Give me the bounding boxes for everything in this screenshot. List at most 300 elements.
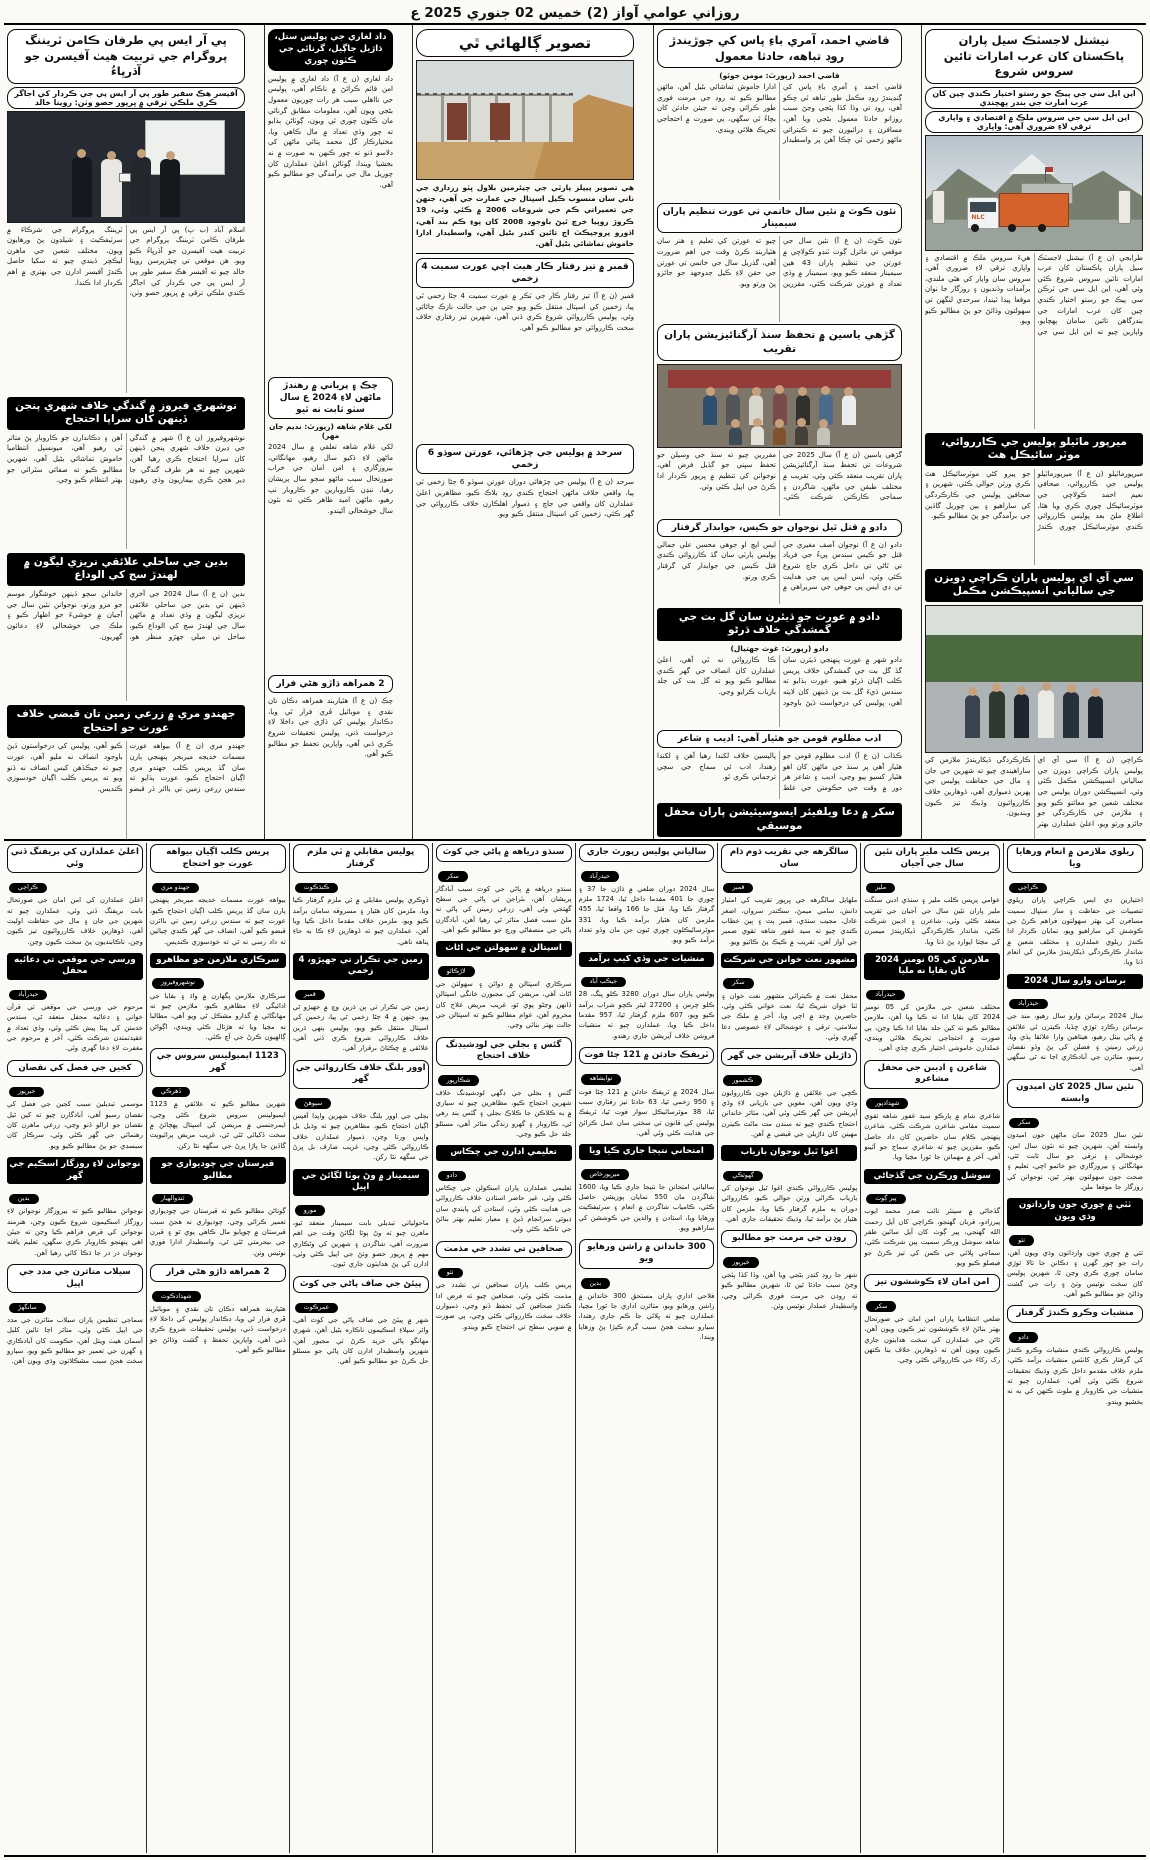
bottom-column (1003, 843, 1146, 1853)
news-brief-headline: امتحاني نتيجا جاري ڪيا ويا (579, 1144, 715, 1160)
news-brief-item (7, 953, 143, 1054)
dateline-pill: ميرپورخاص (581, 1169, 629, 1180)
bottom-column (289, 843, 432, 1853)
news-brief-body: فلاحي اداري پاران مستحق 300 خاندانن ۾ راشن ورهايو ويو، متاثرن اداري جا ٿورا مڃيا، عملدارن چيو ته ڀلائي جا ڪم جاري رهندا، سيارو سخت هجڻ سبب گرم ڪپڙا پڻ ورهايا ويندا. (578, 1291, 715, 1341)
article-headline: قاضي احمد، آمري باءِ پاس کي جوڙيندڙ روڊ تباهه، حادثا معمول (657, 29, 902, 68)
news-brief-body: ڳوٺاڻن مطالبو ڪيو ته قبرستان جي چوديواري تعمير ڪرائي وڃي، چوديواري نه هجڻ سبب قبرستان ۾ چوپايو مال ڪاهي پوي ٿو ۽ قبرن جي بيحرمتي ٿئي ٿي، واسطيدار ادارا فوري نوٽيس وٺن. (149, 1207, 286, 1257)
news-brief-item (436, 1145, 572, 1234)
article-subheadline: اين ايل سي جي پيڪ جو رستو اختيار ڪندي چين کان عرب امارت جي بندر پهچندي (925, 87, 1143, 109)
dateline-pill: ڪنڌڪوٽ (295, 883, 338, 894)
news-brief-headline: اغوا ٿيل نوجوان بازياب (721, 1145, 857, 1161)
news-brief-body: نئين سال 2025 سان ماڻهن جون اميدون وابسته آهن، شهرين چيو ته نئون سال امن، خوشحالي ۽ ترقي جو سال ثابت ٿئي، مهانگائي ۽ بيروزگاري جو خاتمو اچي، تعليم ۽ صحت جون سهولتون بهتر ٿين، نوجوانن کي روزگار جا موقعا ملن. (1007, 1131, 1143, 1192)
byline-row (295, 981, 427, 1000)
news-brief-body: سماجي تنظيمن پاران سيلاب متاثرن جي مدد جي اپيل ڪئي وئي، متاثر اڃا تائين کليل آسمان هيٺ ويٺل آهن، حڪومت کان آبادڪاري ۽ گهرن جي تعمير جو مطالبو ڪيو ويو، سيارو سخت هجڻ سبب مشڪلاتون وڌي ويون آهن. (7, 1316, 143, 1366)
byline-row (438, 1067, 570, 1086)
article-headline-reverse: سي آي اي پوليس پاران ڪراچي ڊويزن جي سالياني انسپيڪشن مڪمل (925, 569, 1143, 602)
dateline-pill: قمبر (295, 990, 325, 1001)
byline-row (152, 969, 284, 988)
news-brief-headline: سرڪاري ملازمن جو مظاهرو (150, 953, 286, 969)
news-brief-headline: ورسي جي موقعي تي دعائيه محفل (7, 953, 143, 980)
news-brief-headline: 1123 ايمبولينس سروس جي گهر (150, 1048, 286, 1077)
nlc-truck-photo (925, 135, 1143, 251)
person-figure (1038, 690, 1054, 738)
dateline-pill: ڏهرڪي (152, 1087, 190, 1098)
news-brief-headline: گئس ۽ بجلي جي لوڊشيڊنگ خلاف احتجاج (436, 1037, 572, 1066)
news-brief-item (721, 1145, 857, 1224)
byline-row (723, 1162, 855, 1181)
news-brief-body: هٿياربند همراهه دڪان تان نقدي ۽ موبائيل ڦري فرار ٿي ويا، دڪاندار پوليس کي داخلا لاءِ درخواست ڏني، پوليس تحقيقات شروع ڪري ڏني آهي، واپارين تحفظ ۽ گشت وڌائڻ جو مطالبو ڪيو آهي. (149, 1304, 286, 1354)
news-brief-item (7, 844, 143, 947)
dateline-pill: سکر (1009, 1118, 1039, 1129)
news-brief-headline: سيلاب متاثرن جي مدد جي اپيل (7, 1264, 143, 1293)
news-brief-headline: اسپتالن ۾ سهولتن جي اڻاٺ (436, 941, 572, 957)
article-body: ڪڏاب (ن ع آ) ادب مظلوم قومن جو هٿيار آهي پر سنڌ جي ماڻهن کان اهو هٿيار کسيو پيو وڃي، اديب ۽ شاعر هر دور ۾ وقت جي حڪومتن جي غلط پاليسين خلاف لکندا رهيا آهن ۽ لکندا رهندا، ادب ئي سماج جي سچي ترجماني ڪري ٿو. (657, 752, 902, 793)
barbed-wire-shape (417, 93, 573, 95)
news-brief-body: نوجوانن مطالبو ڪيو ته بيروزگار نوجوانن لاءِ روزگار اسڪيمون شروع ڪيون وڃن، هنرمند نوجوانن کي قرض فراهم ڪيا وڃن ته جيئن اهي پنهنجو ڪاروبار ڪري سگهن، تعليم يافته نوجوان در در جا ڌڪا کائي رهيا آهن. (7, 1207, 143, 1257)
byline-row (9, 1185, 141, 1204)
dateline-pill: حيدرآباد (581, 871, 619, 882)
article-body: ڪراچي (ن ع آ) سي آي اي پوليس پاران ڪراچي ڊويزن جي سالياني انسپيڪشن مڪمل ڪئي وئي، انسپيڪشن دوران پوليس جي مختلف شعبن جو معائنو ڪيو ويو ۽ ملازمن جي ڪارڪردگي جو جائزو ورتو ويو، اعليٰ عملدارن بهتر ڪارڪردگي ڏيکاريندڙ ملازمن کي ساراهيندي چيو ته شهرين جي جان ۽ مال جي حفاظت پوليس جي پهرين ذميواري آهي، ڏوهارين خلاف ڪارروائيون وڌيڪ تيز ڪيون وينديون. (925, 756, 1143, 828)
person-figure (989, 691, 1005, 738)
masthead-dateline (4, 2, 1146, 23)
article-body: دادو شهر ۾ عورت پنهنجي ڌيئرن سان گڏ گل بت جي گمشدگي خلاف پريس ڪلب اڳيان ڌرڻو هنيو، عورت ٻڌايو ته سندس ڌيءَ گل بت ٻن ڏينهن کان لاپته آهي، پوليس کي درخواست ڏيڻ باوجود ڪا ڪارروائي نه ٿي آهي، اعليٰ عملدارن کان انصاف جي گهر ڪندي مطالبو ڪيو ويو ته گل بت کي جلد بازياب ڪرايو وڃي. (657, 656, 902, 707)
award-ceremony-photo (7, 111, 245, 223)
article-headline: گڙهي ياسين ۾ تحفظ سنڌ آرگنائيزيشن پاران تقريب (657, 324, 902, 360)
news-brief-body: پوليس ڪارروائي ڪندي اغوا ٿيل نوجوان کي بازياب ڪرائي ورثن حوالي ڪيو، ڪارروائي دوران ٻه ملزم گرفتار ڪيا ويا، ملزمن کان هٿيار پڻ برآمد ٿيا، وڌيڪ تحقيقات جاري آهي. (721, 1184, 858, 1224)
news-brief-body: مرحوم جي ورسي جي موقعي تي قرآن خواني ۽ دعائيه محفل منعقد ٿي، سندس خدمتن کي ڀيٽا پيش ڪئي وئي، وڏي تعداد ۾ عقيدتمندن شرڪت ڪئي، آخر ۾ مرحوم جي مغفرت لاءِ دعا گهري وئي. (7, 1003, 143, 1053)
article-body: گڙهي ياسين (ن ع آ) سال 2025 جي شروعات تي تحفظ سنڌ آرگنائيزيشن پاران تقريب منعقد ڪئي وئي، تقريب ۾ مختلف طبقن جي ماڻهن، شاگردن ۽ سماجي ڪارڪنن شرڪت ڪئي، مقررين چيو ته سنڌ جي وسيلن جو تحفظ سڀني جو گڏيل فرض آهي، نوجوانن کي تنظيم ۾ ڀرپور ڪردار ادا ڪرڻ جي اپيل ڪئي وئي. (657, 450, 902, 502)
award-plaque-shape (119, 173, 131, 182)
dateline-pill: ٺٽو (438, 1268, 463, 1279)
news-brief-headline: تعليمي ادارن جي چڪاس (436, 1145, 572, 1161)
news-brief-body: پوليس پاران سال دوران 3280 ڪلو ڀنگ، 28 ڪلو چرس ۽ 27200 ليٽر ڪچو شراب برآمد ڪيو ويو، 607 ملزم گرفتار ٿيا، 957 مقدما داخل ڪيا ويا، عملدارن چيو ته منشيات فروشن خلاف آپريشن جاري رهندو. (578, 990, 715, 1040)
news-brief-body: ملهايل سالگرهه جي ڀرپور تقريب کي امتياز دانش، سامي ميمڻ، سڪندر سروان، اصغر عادل، مجيب سنڌي، قمبر ٻٽ ۽ ٻين خطاب ڪندي چيو ته سيد غفور شاهه تقوي ضمير جي آواز آهن، تقريب ۾ ڪيڪ پڻ ڪاٽيو ويو. (721, 896, 858, 946)
award-group (8, 157, 244, 217)
dateline-pill: بدين (9, 1194, 39, 1205)
person-figure (751, 426, 764, 445)
article-body: داد لغاري (ن ع آ) داد لغاري ۾ پوليس امن قائم ڪرائڻ ۾ ناڪام آهي، پوليس جي نااهلي سبب هر رات چوريون معمول بڻجي ويون آهن، معلومات مطابق گرنائي مان ڪٽون چوري ٿي ويون، ڳوٺاڻن ٻڌايو ته چور وڏي تعداد ۾ مال ڪاهي ويا، مختيارڪار گل محمد پتائي ماڻهن کي دلاسو ڏنو ته چور ڪنهن به صورت ۾ نه بخشيا ويندا، ڳوٺاڻن اعليٰ عملدارن کان چوريل مال جي برآمدگي جو مطالبو ڪيو آهي. (268, 74, 393, 189)
news-brief-item (293, 844, 429, 947)
person-figure (703, 395, 717, 425)
news-brief-headline: منشيات جي وڏي کيپ برآمد (579, 952, 715, 968)
dateline-pill: جيڪب آباد (581, 977, 627, 988)
column-group-3 (412, 25, 637, 839)
news-brief-item (1007, 1079, 1143, 1192)
walking-group (926, 690, 1142, 738)
dateline-pill: خيرپور (723, 1257, 758, 1268)
article-body: نوشهروفيروز (ن ع آ) شهر ۾ گندگي جي ڍيرن خلاف شهري پنجن ڏينهن کان سراپا احتجاج ڪري رهيا آهن، شهرين چيو ته هر طرف گندگي جا ڍير هجڻ ڪري بيماريون وڌي رهيون آهن ۽ دڪاندارن جو ڪاروبار پڻ متاثر ٿي رهيو آهي، ميونسپل انتظاميا خاموش تماشائي بڻيل آهي، شهرين مطالبو ڪيو ته صفائي سٿرائي جو بهتر انتظام ڪيو وڃي. (7, 433, 245, 485)
news-brief-item (293, 953, 429, 1054)
news-brief-item (1007, 1305, 1143, 1407)
article-headline: 2 همراهه ڌاڙو هڻي فرار (268, 675, 393, 693)
news-brief-headline: کجين جي فصل کي نقصان (7, 1060, 143, 1078)
article-headline: نئون ڪوٽ ۾ نئين سال خاتمي تي عورت تنظيم پاران سيمينار (657, 203, 902, 233)
news-brief-body: سرڪاري ملازمن پگهارن ۾ واڌ ۽ بقايا جي ادائيگي لاءِ مظاهرو ڪيو، ملازمن چيو ته مهانگائي ۾ گذارو مشڪل ٿي ويو آهي، مطالبا نه مڃيا ويا ته هڙتال ڪئي ويندي، اڳواڻن ڳالهيون ڪرڻ جي آڇ ڪئي. (149, 991, 286, 1041)
byline-row (866, 981, 998, 1000)
byline-row (438, 1259, 570, 1278)
byline-row (438, 958, 570, 977)
news-brief-body: گئس ۽ بجلي جي ڊگهي لوڊشيڊنگ خلاف شهرين احتجاج ڪيو، مظاهرين چيو ته سياري ۾ به ڪلاڪن جا ڪلاڪ بجلي ۽ گئس بند رهي ٿي، ڪاروبار ۽ گهرو زندگي متاثر آهي، مسئلو جلد حل ڪيو وڃي. (435, 1088, 572, 1139)
news-brief-item (1007, 844, 1143, 968)
news-brief-item (579, 952, 715, 1041)
news-brief-headline: ٺٽي ۾ چوري جون وارداتون وڌي ويون (1007, 1198, 1143, 1225)
byline-row (866, 1293, 998, 1312)
article-body: چڪ (ن ع آ) هٿياربند همراهه دڪان تان نقدي ۽ موبائيل ڦري فرار ٿي ويا، دڪاندار پوليس کي ڌاڙي جي داخلا لاءِ درخواست ڏني، پوليس تحقيقات شروع ڪري ڏني آهي، واپارين تحفظ جو مطالبو ڪيو آهي. (268, 697, 393, 759)
news-brief-headline: سالياني پوليس رپورٽ جاري (579, 844, 715, 862)
news-brief-item (579, 1144, 715, 1233)
article-headline: ادب مظلوم قومن جو هٿيار آهي: اديب ۽ شاعر (657, 730, 902, 748)
dateline-pill: ٺٽو (1009, 1235, 1034, 1246)
article-body: قاضي احمد ۽ آمري باءِ پاس کي ڳنڍيندڙ روڊ مڪمل طور تباهه ٿي چڪو آهي، روڊ تي وڏا کڏا پئجي وڃڻ سبب روزانو حادثا معمول بڻجي ويا آهن، مسافرن ۽ ڊرائيورن چيو ته ڪيترائي ماڻهو زخمي ٿي چڪا آهن پر واسطيدار ادارا خاموش تماشائي بڻيل آهن، ماڻهن مطالبو ڪيو ته روڊ جي مرمت فوري طور ڪرائي وڃي ته جيئن حادثن کان بچاءُ ٿي سگهي، ٻي صورت ۾ احتجاجي تحريڪ هلائي ويندي. (657, 83, 902, 145)
tree-band-shape (926, 635, 1142, 685)
news-brief-item (293, 1169, 429, 1270)
picture-story-header: تصوير ڳالهائي ٿي (416, 29, 634, 57)
news-brief-item (864, 1169, 1000, 1269)
byline-row (723, 1067, 855, 1086)
article-byline: لکي غلام شاهه (رپورٽ: نديم جان مهر) (269, 422, 392, 441)
byline-row (581, 1161, 713, 1180)
dateline-pill: پير ڳوٺ (866, 1194, 905, 1205)
dateline-pill: شهدادپور (866, 1098, 908, 1109)
news-brief-headline: پريس ڪلب اڳيان بيواهه عورت جو احتجاج (150, 844, 286, 873)
bottom-column (146, 843, 289, 1853)
news-brief-item (150, 844, 286, 947)
footer-rule (4, 1855, 1146, 1857)
news-brief-item (150, 1264, 286, 1355)
news-brief-body: شهرين مطالبو ڪيو ته علائقي ۾ 1123 ايمبولينس سروس شروع ڪئي وڃي، ايمرجنسي ۾ مريضن کي اسپتال پهچائڻ ۾ سخت ڏکيائي ٿئي ٿي، غريب مريض پرائيويٽ گاڏين جا ڀاڙا ڀرڻ جي سگهه نٿا رکن. (149, 1100, 286, 1150)
byline-row (581, 863, 713, 882)
dateline-pill: بدين (581, 1278, 611, 1289)
ceremony-group-photo (657, 364, 902, 448)
person-figure (795, 426, 808, 445)
person-figure (965, 695, 980, 738)
news-brief-item (1007, 974, 1143, 1074)
divider-rule (416, 253, 634, 254)
byline-row (295, 1090, 427, 1109)
news-brief-headline: پريس ڪلب ملير پاران نئين سال جي آجيان (864, 844, 1000, 873)
dateline-pill: حيدرآباد (866, 990, 904, 1001)
dateline-pill: حيدرآباد (9, 990, 47, 1001)
column-group-4 (264, 25, 396, 839)
news-brief-body: سنڌو درياهه ۾ پاڻي جي کوٽ سبب آبادگار پريشان آهن، بئراجن تي پاڻي جي سطح گهٽجي وئي آهي، زرعي زمينن کي پاڻي نه ملڻ سبب فصل متاثر ٿي رهيا آهن، آبادگارن پاڻي جي منصفاڻي ورڇ جو مطالبو ڪيو آهي. (435, 884, 572, 934)
dateline-pill: دادو (438, 1171, 466, 1182)
gate-pillar-right (1118, 190, 1131, 224)
masthead-title: روزاني عوامي آواز (2) خميس 02 جنوري 2025 ع (410, 5, 740, 21)
truck-windshield-shape (970, 202, 996, 212)
article-body: بدين (ن ع آ) سال 2024 جي آخري ڏينهن تي بدين جي ساحلي علائقي نريزي ليگون ۾ وڏي تعداد ۾ ماڻهن سال جي لهندڙ سج کي الوداع ڪيو، ساحل تي ميلي جهڙو منظر هو، خاندانن سڄو ڏينهن خوشگوار موسم جو مزو ورتو، نوجوانن نئين سال جي آجيان ۾ خوشيءَ جو اظهار ڪيو ۽ ملڪ جي خوشحالي لاءِ دعائون گهريون. (7, 590, 245, 641)
article-byline: قاضي احمد (رپورٽ: مومن جوٽو) (719, 71, 840, 81)
byline-row (152, 1078, 284, 1097)
news-brief-headline: ٽريفڪ حادثن ۾ 121 ڄڻا فوت (579, 1047, 715, 1065)
news-brief-item (579, 844, 715, 946)
news-brief-item (864, 953, 1000, 1054)
byline-row (438, 1162, 570, 1181)
dateline-pill: ڪراچي (1009, 883, 1047, 894)
gate-pillar-left (932, 190, 945, 224)
photo-caption: هي تصوير پيپلز پارٽي جي چيئرمين بلاول ڀٽو زرداري جي ناني سان منسوب ڪيل اسپتال جي عمارت جي آهي، جنهن جي تعميراتي ڪم جي شروعات 2006 ۾ ڪئي وئي، 19 ڪروڙ روپيا خرچ ٿيڻ باوجود 2008 کان پوءِ ڪم بند آهي، اڌورو پروجيڪٽ اڄ تائين کنڊر بڻيل آهي، واسطيدار ادارا خاموش تماشائي بڻيل آهن. (416, 183, 634, 248)
dateline-pill: جهندو مري (152, 883, 199, 894)
dateline-pill: ڪشمور (723, 1075, 762, 1086)
news-brief-body: ڏوڪري پوليس مقابلي ۾ ٽي ملزم گرفتار ڪيا ويا، ملزمن کان هٿيار ۽ مسروقه سامان برآمد ڪيو ويو، ملزمن خلاف مقدما داخل ڪيا ويا آهن، عملدارن چيو ته ڏوهارين لاءِ ڪا به جاءِ پناهه ناهي. (292, 896, 429, 946)
article-body: طرابجي (ن ع آ) نيشنل لاجسٽڪ سيل پاران پاڪستان کان عرب امارات تائين سروس شروع ڪئي وئي آهي، اين ايل سي جي ٽرڪن سي پيڪ جو رستو اختيار ڪندي چين کان عرب امارات جي بندرگاهن تائين سامان پهچايو، واپارين چيو ته اين ايل سي جي هيءَ سروس ملڪ ۾ اقتصادي ۽ واپاري ترقي لاءِ ضروري آهي، سروس سان واپار کي هٿي ملندي، برآمدات وڌنديون ۽ روزگار جا نوان موقعا پيدا ٿيندا، سرحدي لنگهن تي سهولتون وڌائڻ جو پڻ مطالبو ڪيو ويو. (925, 253, 1143, 336)
byline-row (9, 1078, 141, 1097)
byline-row (9, 981, 141, 1000)
police-inspection-photo (925, 605, 1143, 753)
byline-row (152, 874, 284, 893)
news-brief-headline: صحافين تي تشدد جي مذمت (436, 1241, 572, 1259)
bottom-column (432, 843, 575, 1853)
article-body: جهندو مري (ن ع آ) بيواهه عورت مسمات خديجه ميربحر پنهنجي ٻارن سان گڏ پريس ڪلب جهندو مري اڳيان احتجاج ڪيو، عورت ٻڌايو ته سندس زرعي زمين تي بااثر ڌر قبضو ڪيو آهي، پوليس کي درخواستون ڏيڻ باوجود انصاف نه مليو آهي، عورت چيو ته جيڪڏهن کيس انصاف نه ڏنو ويو ته پريس ڪلب اڳيان خودسوزي ڪنديس. (7, 742, 245, 793)
article-headline-reverse: نوشهري فيروز ۾ گندگي خلاف شهري پنجن ڏينهن کان سراپا احتجاج (7, 397, 245, 430)
byline-row (438, 863, 570, 882)
news-brief-item (579, 1239, 715, 1342)
news-brief-headline: 2 همراهه ڌاڙو هڻي فرار (150, 1264, 286, 1282)
news-brief-body: زمين جي تڪرار تي ٻن ڌرين وچ ۾ جهيڙو ٿي پيو، جنهن ۾ 4 ڄڻا زخمي ٿي پيا، زخمين کي اسپتال منتقل ڪيو ويو، پوليس ٻنهي ڌرين خلاف ڪارروائي شروع ڪري ڏني آهي، علائقي ۾ ڇڪتاڻ برقرار آهي. (292, 1003, 429, 1053)
dateline-pill: سانگهڙ (9, 1303, 46, 1314)
article-headline: سرحد ۾ پوليس جي چڙهائي، عورتن سوڌو 6 زخمي (416, 444, 634, 474)
person-figure (729, 427, 742, 445)
news-brief-item (436, 1241, 572, 1332)
news-brief-headline: شاعرن ۽ اديبن جي محفل مشاعرو (864, 1060, 1000, 1089)
news-brief-item (7, 1264, 143, 1367)
bottom-column (4, 843, 146, 1853)
dateline-pill: حيدرآباد (1009, 999, 1047, 1010)
news-brief-body: شاعري شام ۾ پارڪو سيد غفور شاهه تقوي سميت مقامي شاعرن شرڪت ڪئي، شاعرن پنهنجي ڪلام سان حاضرين کان داد حاصل ڪيو، مقررين چيو ته شاعري سماج جو آئينو آهي، آخر ۾ مهمانن جا ٿورا مڃيا ويا. (864, 1111, 1001, 1162)
dateline-pill: دادو (1009, 1332, 1037, 1343)
news-brief-headline: برساتن وارو سال 2024 (1007, 974, 1143, 990)
dateline-pill: شڪارپور (438, 1075, 480, 1086)
byline-row (295, 1197, 427, 1216)
news-brief-body: اعليٰ عملدارن کي امن امان جي صورتحال بابت بريفنگ ڏني وئي، عملدارن چيو ته شهرين جي جان ۽ مال جي حفاظت اوليت آهي، ڏوهارين خلاف ڪارروائيون تيز ڪيون وڃن، ناڪابنديون پڻ سخت ڪيون وڃن. (7, 896, 143, 946)
person-figure (160, 159, 180, 217)
news-brief-headline: اوور بلنگ خلاف ڪارروائي جي گهر (293, 1060, 429, 1089)
article-headline-reverse: ميرپور ماٿيلو پوليس جي ڪارروائي، موٽر سائيڪل هٿ (925, 433, 1143, 466)
news-brief-headline: ڌاڙيلن خلاف آپريشن جي گهر (721, 1048, 857, 1066)
byline-row (723, 874, 855, 893)
front-row-group (658, 426, 901, 445)
news-brief-headline: مشهور نعت خوانن جي شرڪت (721, 953, 857, 969)
column-group-2 (653, 25, 905, 839)
door-shape (490, 103, 509, 141)
bottom-column (575, 843, 718, 1853)
top-section (4, 23, 1146, 841)
person-figure (1063, 692, 1079, 738)
byline-row (1009, 1109, 1141, 1128)
article-body: دادو (ن ع آ) نوجوان آصف مغيري جي قتل جو ڪيس سندس پيءُ جي فرياد تي ٿاڻي تي داخل ڪري جاچ شروع ڪئي وئي، ايس ايس پي جي هدايت تي ڊي ايس پي جوهي جي سربراهي ۾ ايس ايچ او جوهي محسن علي جمالي پوليس پارٽي سان گڏ ڪارروائي ڪندي قتل ڪيس جي جوابدار کي گرفتار ڪري ورتو. (657, 540, 902, 592)
article-headline: دادو ۾ قتل ٿيل نوجوان جو ڪيس، جوابدار گرفتار (657, 519, 902, 537)
dateline-pill: ملير (866, 883, 895, 894)
person-figure (1014, 694, 1029, 738)
flag-shape (1046, 167, 1053, 172)
dateline-pill: شهدادڪوٽ (152, 1291, 201, 1302)
news-brief-headline: سوشل ورڪرن جي گڏجاڻي (864, 1169, 1000, 1185)
article-headline-reverse: دادو ۾ عورت جو ڌيئرن سان گل بت جي گمشدگي خلاف ڌرڻو (657, 608, 902, 641)
dateline-pill: سکر (438, 871, 468, 882)
news-brief-headline: سنڌو درياهه ۾ پاڻي جي کوٽ (436, 844, 572, 862)
news-brief-item (436, 1037, 572, 1140)
bottom-column (717, 843, 860, 1853)
news-brief-body: ضلعي انتظاميا پاران امن امان جي صورتحال بهتر بنائڻ لاءِ ڪوششون تيز ڪيون ويون آهن، ٿاڻن جي عملدارن کي سخت هدايتون جاري ڪيون ويون آهن ته ڏوهارين خلاف بنا ڪنهن رک رکاءَ جي ڪارروائي ڪئي وڃي. (864, 1314, 1001, 1365)
news-brief-body: سال 2024 دوران ضلعي ۾ ڌاڙن جا 37 ۽ چوري جا 401 مقدما داخل ٿيا، 1724 ملزم گرفتار ڪيا ويا، قتل جا 166 واقعا ٿيا، 455 ملزمن کان هٿيار برآمد ڪيا ويا، 331 موٽرسائيڪلون چوري ٿيون جن مان وڏو تعداد برآمد ڪيو ويو. (578, 884, 715, 945)
news-brief-body: اختيارين ڊي ايس ڪراچي پاران ريلوي تنصيبات جي حفاظت ۽ سار سنڀال سميت مسافرن کي بهتر سهولتون فراهم ڪرڻ جي ڪوشش کي ساراهيو ويو، نمايان ڪردار ادا ڪندڙ ريلوي عملدارن ۽ مختلف شعبن ۾ شاندار ڪارڪردگي ڏيکاريندڙ ملازمن کي انعام ڏنا ويا. (1007, 896, 1143, 967)
article-body: قمبر (ن ع آ) تيز رفتار ڪار جي ٽڪر ۾ عورت سميت 4 ڄڻا زخمي ٿي پيا، زخمين کي اسپتال منتقل ڪيو ويو جتي ٻن جي حالت نازڪ ڄاڻائي وئي، پوليس ڪارروائي شروع ڪري ڏني آهي، شهرين تيز رفتاري خلاف سخت ڪارروائي جو مطالبو ڪيو آهي. (416, 292, 634, 333)
article-headline-reverse: داد لغاري جي پوليس ستل، ڌاڙيل جاڳيل، گرنائي جي ڪٽون چوري (268, 29, 393, 71)
column-group-5 (4, 25, 248, 839)
article-headline: چڪ ۽ پرياني ۾ رهندڙ ماڻهن لاءِ 2024 ع سال سٺو ثابت نه ٿيو (268, 377, 393, 419)
article-headline: پي آر ايس پي طرفان ڪامن ٽريننگ پروگرام جي تربيت هيٺ آفيسرن جو آڌرڀاءُ (7, 29, 245, 84)
byline-row (295, 1294, 427, 1313)
person-figure (101, 159, 122, 217)
article-subheadline: آفيسر هڪ سفير طور پي آر ايس پي جي ڪردار کي اجاگر ڪري ملڪي ترقي ۾ ڀرپور حصو وٺن: روينا خالد (7, 87, 245, 109)
person-figure (817, 427, 830, 445)
byline-row (9, 1294, 141, 1313)
news-brief-headline: منشيات وڪرو ڪندڙ گرفتار (1007, 1305, 1143, 1323)
news-brief-item (864, 1060, 1000, 1163)
byline-row (581, 1270, 713, 1289)
news-brief-headline: روڊن جي مرمت جو مطالبو (721, 1230, 857, 1248)
article-body: اسلام آباد (ب پ) پي آر ايس پي طرفان ڪامن ٽريننگ پروگرام جي تربيت هيٺ آفيسرن جو آڌرڀاءُ ڪيو ويو، هن موقعي تي چيئرپرسن روينا خالد چيو ته آفيسر هڪ سفير طور پي آر ايس پي جي ڪردار کي اجاگر ڪندي ملڪي ترقي ۾ ڀرپور حصو وٺن، ٽريننگ پروگرام جي شرڪاءَ ۾ سرٽيفڪيٽ ۽ شيلڊون پڻ ورهايون ويون، مختلف شعبن جي ماهرن ليڪچر ڏيندي چيو ته سکيا حاصل ڪندڙ آفيسر ادارن جي بهتري ۾ اهم ڪردار ادا ڪندا. (7, 225, 245, 298)
news-brief-body: شهر جا روڊ کنڊر بڻجي ويا آهن، وڏا کڏا پئجي وڃڻ سبب حادثا ٿين ٿا، شهرين مطالبو ڪيو ته روڊن جي مرمت فوري ڪرائي وڃي، واسطيدار عملدار نوٽيس وٺن. (721, 1271, 858, 1311)
abandoned-building-photo (416, 60, 634, 180)
news-brief-body: بجلي جي اوور بلنگ خلاف شهرين واپڊا آفيس اڳيان احتجاج ڪيو، مظاهرين چيو ته وڌيل بل واپس ورتا وڃن، ذميوار عملدارن خلاف ڪارروائي ڪئي وڃي، غريب صارف بل ڀرڻ جي سگهه نٿا رکن. (292, 1111, 429, 1162)
news-brief-body: بيواهه عورت مسمات خديجه ميربحر پنهنجي ٻارن سان گڏ پريس ڪلب اڳيان احتجاج ڪيو، عورت چيو ته سندس زرعي زمين تي بااثرن قبضو ڪيو آهي، انصاف جي گهر ڪندي چيائين ته داد رسي نه ٿي ته خودسوزي ڪنديس. (149, 896, 286, 946)
byline-row (723, 1249, 855, 1268)
news-brief-body: پريس ڪلب پاران صحافين تي تشدد جي مذمت ڪئي وئي، صحافين چيو ته فرض ادا ڪندڙ صحافين کي تحفظ ڏنو وڃي، ذميوارن خلاف سخت ڪارروائي ڪئي وڃي، ٻي صورت ۾ صوبي سطح تي احتجاج ڪيو ويندو. (435, 1281, 572, 1331)
news-brief-body: شهر ۾ پيئڻ جي صاف پاڻي جي کوٽ آهي، واٽر سپلاءِ اسڪيمون ناڪاره بڻيل آهن، شهري مهانگو پاڻي خريد ڪرڻ تي مجبور آهن، شهرين واسطيدار ادارن کان پاڻي جو مسئلو حل ڪرڻ جو مطالبو ڪيو آهي. (292, 1316, 429, 1366)
article-headline-reverse: جهندو مري ۾ زرعي زمين تان قبضي خلاف عورت جو احتجاج (7, 705, 245, 738)
person-figure (773, 427, 786, 445)
news-brief-body: سال 2024 برساتن وارو سال رهيو، مند جي برساتن رڪارڊ ٽوڙي ڇڏيا، ڪيترن ئي علائقن ۾ پاڻي بيٺل رهيو، هيٺاهين وارا علائقا ٻڏي ويا، زرعي زمينن ۽ فصلن کي پڻ وڏو نقصان رسيو، متاثرن جي آبادڪاري اڃا نه ٿي سگهي آهي. (1007, 1012, 1143, 1072)
article-headline-reverse: بدين جي ساحلي علائقي نريزي ليگون ۾ لهندڙ سج کي الوداع (7, 553, 245, 586)
news-brief-item (436, 941, 572, 1030)
news-brief-headline: سالگرهه جي تقريب ڌوم ڌام سان (721, 844, 857, 873)
byline-row (295, 874, 427, 893)
news-brief-item (864, 844, 1000, 947)
news-brief-item (436, 844, 572, 935)
dateline-pill: قمبر (723, 883, 753, 894)
dateline-pill: ڪراچي (9, 883, 47, 894)
dateline-pill: سکر (866, 1301, 896, 1312)
news-brief-item (7, 1157, 143, 1258)
news-brief-headline: امن امان لاءِ ڪوششون تيز (864, 1274, 1000, 1292)
news-brief-headline: قبرستان جي چوديواري جو مطالبو (150, 1157, 286, 1184)
news-brief-headline: زمين جي تڪرار تي جهيڙو، 4 زخمي (293, 953, 429, 980)
news-brief-item (150, 1048, 286, 1151)
byline-row (866, 1185, 998, 1204)
truck-logo-text: NLC (971, 214, 985, 222)
byline-row (1009, 1227, 1141, 1246)
dateline-pill: نوشهروفيروز (152, 978, 204, 989)
dateline-pill: نوابشاهه (581, 1074, 622, 1085)
dateline-pill: خيرپور (9, 1087, 44, 1098)
dateline-pill: سکر (723, 978, 753, 989)
dateline-pill: عمرڪوٽ (295, 1303, 339, 1314)
byline-row (1009, 990, 1141, 1009)
dateline-pill: ٽنڊوالهيار (152, 1194, 193, 1205)
article-body: سرحد (ن ع آ) پوليس جي چڙهائي دوران عورتن سوڌو 6 ڄڻا زخمي ٿي پيا، واقعي خلاف ماڻهن احتجاج ڪندي روڊ بلاڪ ڪيو، مظاهرين اعليٰ عملدارن کان واقعي جي جاچ ۽ ذميوار اهلڪارن خلاف ڪارروائي جي گهر ڪئي، زخمين کي اسپتال منتقل ڪيو ويو. (416, 478, 634, 519)
news-brief-item (864, 1274, 1000, 1365)
article-body: لکي غلام شاهه تعلقي ۾ سال 2024 ماڻهن لاءِ ڏکيو سال رهيو، مهانگائي، بيروزگاري ۽ امن امان جي خراب صورتحال سبب ماڻهو سڄو سال پريشان رهيا، ننڍن ڪاروبارين جو ڪاروبار ٺپ رهيو، ماڻهن اميد ظاهر ڪئي ته نئون سال خوشحالي آڻيندو. (268, 443, 393, 515)
news-brief-item (721, 953, 857, 1042)
byline-row (1009, 874, 1141, 893)
article-headline: قمبر ۾ تيز رفتار ڪار هيٺ اچي عورت سميت 4 زخمي (416, 258, 634, 288)
bottom-column (860, 843, 1003, 1853)
person-figure (72, 157, 92, 217)
news-brief-body: موسمي تبديلين سبب کجين جي فصل کي نقصان رسيو آهي، آبادگارن چيو ته کين ٿيل نقصان جو ازالو ڏنو وڃي، زرعي ماهرن کان رهنمائي جي گهر ڪئي وئي، سرڪار کان سبسڊي جو پڻ مطالبو ڪيو ويو. (7, 1100, 143, 1150)
dateline-pill: گهوٽڪي (723, 1171, 763, 1182)
news-brief-headline: نئين سال 2025 کان اميدون وابسته (1007, 1079, 1143, 1108)
column-group-1 (921, 25, 1146, 839)
article-headline-reverse: سکر ۾ دعا ويلفيئر ايسوسيئيشن پاران محفل موسيقي (657, 803, 902, 836)
news-brief-body: ماحولياتي تبديلي بابت سيمينار منعقد ٿيو، ماهرن چيو ته وڻ ٻوٽا لڳائڻ وقت جي اهم ضرورت آهي، شاگردن ۽ شهرين کي وڻڪاري مهم ۾ ڀرپور حصو وٺڻ جي اپيل ڪئي وئي، ادارن کي پڻ هدايتون جاري ٿيون. (292, 1218, 429, 1269)
byline-row (1009, 1324, 1141, 1343)
byline-row (866, 874, 998, 893)
news-brief-item (721, 844, 857, 947)
news-brief-body: سرڪاري اسپتالن ۾ دوائن ۽ سهولتن جي اڻاٺ آهي، مريضن کي مجبورن خانگي اسپتالن ڏانهن وڃڻو پوي ٿو، غريب مريض علاج کان محروم آهن، عوام مطالبو ڪيو ته اسپتالن جي حالت بهتر بنائي وڃي. (435, 979, 572, 1030)
news-brief-body: ڪچي جي علائقن ۾ ڌاڙيلن جون ڪارروايون وڌي ويون آهن، مغوين جي بازيابي لاءِ وڏي آپريشن جي گهر ڪئي وئي آهي، متاثر خاندانن احتجاج ڪندي چيو ته سندن مٽ مائٽ ڪيترن مهينن کان ڌاڙيلن جي قبضي ۾ آهن. (721, 1088, 858, 1139)
bottom-section (4, 843, 1146, 1853)
byline-row (152, 1283, 284, 1302)
news-brief-headline: سيمينار ۾ وڻ ٻوٽا لڳائڻ جي اپيل (293, 1169, 429, 1196)
news-brief-item (150, 1157, 286, 1258)
person-figure (842, 395, 856, 425)
news-brief-headline: نوجوانن لاءِ روزگار اسڪيم جي گهر (7, 1157, 143, 1184)
news-brief-headline: 300 خاندانن ۾ راشن ورهايو ويو (579, 1239, 715, 1268)
news-brief-item (293, 1060, 429, 1163)
news-brief-body: عوامي پريس ڪلب ملير ۽ سنڌي ادبي سنگت ملير پاران نئين سال جي آجيان جي تقريب منعقد ڪئي وئي، شاعرن ۽ اديبن شرڪت ڪئي، شاندار ڪارڪردگي ڏيکاريندڙ ميمبرن کي مڃتا ايوارڊ پڻ ڏنا ويا. (864, 896, 1001, 946)
person-figure (131, 157, 151, 217)
news-brief-headline: پوليس مقابلي ۾ ٽي ملزم گرفتار (293, 844, 429, 873)
news-brief-item (579, 1047, 715, 1138)
news-brief-headline: ملازمن کي 05 نومبر 2024 کان بقايا نه مليا (864, 953, 1000, 980)
news-brief-body: مختلف شعبن جي ملازمن کي 05 نومبر 2024 کان بقايا ادا نه ڪيا ويا آهن، ملازمن مطالبو ڪيو ته کين جلد بقايا ادا ڪيا وڃن، ٻي صورت ۾ احتجاجي تحريڪ هلائي ويندي، عملدارن خاموشي اختيار ڪري ڇڏي آهي. (864, 1003, 1001, 1053)
article-body: ميرپورماٿيلو (ن ع آ) ميرپورماٿيلو پوليس جي ڪارروائي، صحافي نعيم احمد ڪولاچي جي موٽرسائيڪل چوري ڪري ويا هئا، اطلاع ملڻ بعد پوليس ڪارروائي ڪندي موٽرسائيڪل چوري ڪندڙ جو پيرو کڻي موٽرسائيڪل هٿ ڪري ورثن حوالي ڪئي، شهرين ۽ صحافين پوليس جي ڪارڪردگي کي ساراهيو ۽ ٻين چوريل گاڏين جي برآمدگي جو پڻ مطالبو ڪيو. (925, 469, 1143, 531)
news-brief-item (150, 953, 286, 1042)
byline-row (581, 1065, 713, 1084)
news-brief-body: سال 2024 ۾ ٽريفڪ حادثن ۾ 121 ڄڻا فوت ۽ 950 زخمي ٿيا، 63 حادثا تيز رفتاري سبب ٿيا، 38 موٽرسائيڪل سوار فوت ٿيا، ٽريفڪ پوليس کي قانون تي سختي سان عمل ڪرائڻ جي هدايت ڪئي وئي آهي. (578, 1087, 715, 1137)
news-brief-item (1007, 1198, 1143, 1299)
byline-row (723, 969, 855, 988)
news-brief-body: گڏجاڻي ۾ سينئر نائب صدر محمد ايوب پيرزادو، قربان گهنجو، ڪراچي کان آيل رحمت الله گهنجي، پير ڳوٺ کان آيل سائين ظفر شاهه سوشل ورڪر سميت ٻين شرڪت ڪئي، سماجي ڀلائي جي ڪمن کي تيز ڪرڻ جو فيصلو ڪيو ويو. (864, 1207, 1001, 1267)
news-brief-headline: پيئڻ جي صاف پاڻي جي کوٽ (293, 1276, 429, 1294)
dateline-pill: لاڙڪاڻو (438, 966, 475, 977)
article-headline: نيشنل لاجسٽڪ سيل پاران پاڪستان کان عرب امارات تائين سروس شروع (925, 29, 1143, 84)
news-brief-headline: اعليٰ عملدارن کي بريفنگ ڏني وئي (7, 844, 143, 873)
news-brief-body: پوليس ڪارروائي ڪندي منشيات وڪرو ڪندڙ کي گرفتار ڪري کانئس منشيات برآمد ڪئي، ملزم خلاف مقدمو داخل ڪري وڌيڪ تحقيقات شروع ڪئي وئي آهي، عملدارن چيو ته منشيات جي ڪاروبار ۾ ملوث ڪنهن کي به نه بخشيو ويندو. (1007, 1345, 1143, 1406)
news-brief-body: سالياني امتحانن جا نتيجا جاري ڪيا ويا، 1600 شاگردن مان 550 نمايان پوزيشن حاصل ڪئي، ڪامياب شاگردن ۾ انعام ۽ سرٽيفڪيٽ ورهايا ويا، استادن ۽ والدين جي ڪوششن کي ساراهيو ويو. (578, 1182, 715, 1233)
news-brief-item (721, 1230, 857, 1311)
byline-row (152, 1185, 284, 1204)
news-brief-item (721, 1048, 857, 1139)
news-brief-body: محفل نعت ۾ ڪيترائي مشهور نعت خوان ۽ ثنا خوان شريڪ ٿيا، نعت خواني ڪئي وئي، حاضرين وجد ۾ اچي ويا، آخر ۾ ملڪ جي سلامتي، ترقي ۽ خوشحالي لاءِ خصوصي دعا گهري وئي. (721, 991, 858, 1041)
news-brief-body: ٺٽي ۾ چوري جون وارداتون وڌي ويون آهن، رات جو چور گهرن ۽ دڪانن جا تالا ٽوڙي سامان چوري ڪري وڃن ٿا، شهرين پوليس کان سخت نوٽيس وٺڻ ۽ رات جي گشت وڌائڻ جو مطالبو ڪيو آهي. (1007, 1248, 1143, 1298)
news-brief-body: تعليمي عملدارن پاران اسڪولن جي چڪاس ڪئي وئي، غير حاضر استادن خلاف ڪارروائي جي هدايت ڪئي وئي، استادن کي پابندي سان ڊيوٽي سرانجام ڏيڻ ۽ معيار تعليم بهتر بنائڻ جي تاڪيد ڪئي وئي. (435, 1184, 572, 1234)
person-figure (1088, 696, 1103, 738)
article-body: نئون ڪوٽ (ن ع آ) نئين سال جي موقعي تي مائرل ڳوٺ ٽنڊو ڪولاچي ۾ عورتن جي تنظيم پاران 43 هين سيمينار منعقد ڪيو ويو، سيمينار ۾ وڏي تعداد ۾ عورتن شرڪت ڪئي، مقررين چيو ته عورتن کي تعليم ۽ هنر سان هٿياربند ڪرڻ وقت جي اهم ضرورت آهي، گذريل سال جي خاتمي تي عورتن جي حقن لاءِ ڪيل جدوجهد جو جائزو پڻ ورتو ويو. (657, 237, 902, 288)
dateline-pill: سيوهڻ (295, 1098, 332, 1109)
truck-container-shape (999, 193, 1068, 227)
news-brief-item (7, 1060, 143, 1151)
article-byline: دادو (رپورٽ: غوث جهتيال) (730, 644, 829, 654)
news-brief-headline: ريلوي ملازمن ۾ انعام ورهايا ويا (1007, 844, 1143, 873)
byline-row (9, 874, 141, 893)
news-brief-item (293, 1276, 429, 1367)
byline-row (866, 1090, 998, 1109)
article-subheadline: اين ايل سي جي سروس ملڪ ۾ اقتصادي ۽ واپاري ترقي لاءِ ضروري آهي: واپاري (925, 111, 1143, 133)
door-shape (447, 103, 466, 141)
dateline-pill: مورو (295, 1205, 326, 1216)
byline-row (581, 968, 713, 987)
